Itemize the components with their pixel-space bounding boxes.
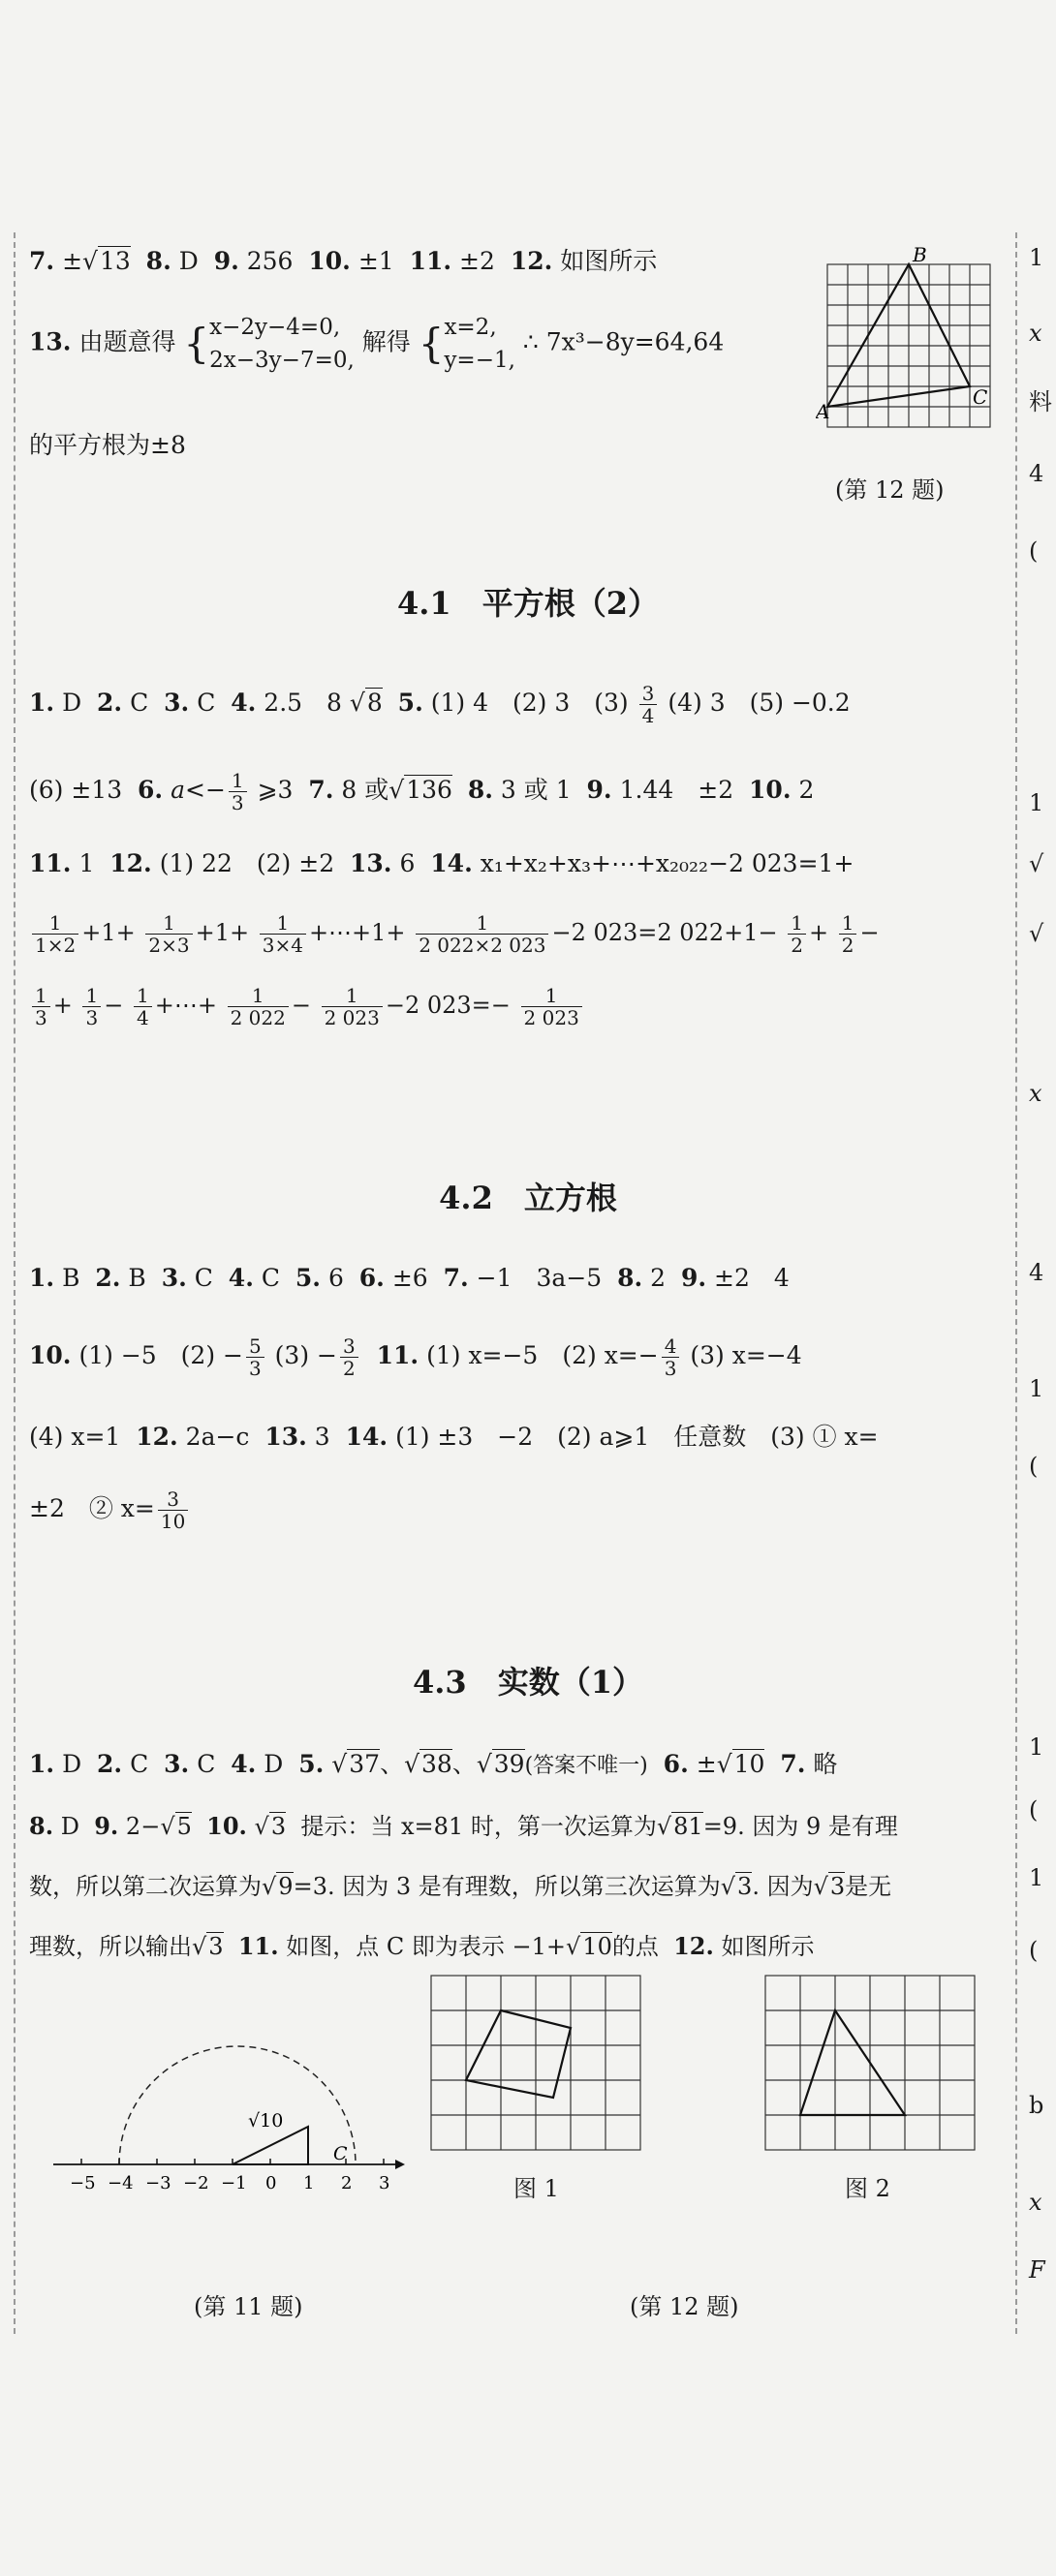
svg-text:−5: −5 [70,2173,96,2193]
svg-text:3: 3 [379,2173,390,2193]
svg-text:2: 2 [341,2173,353,2193]
svg-text:−3: −3 [145,2173,171,2193]
right-dashed-margin [1015,232,1017,2334]
s43-line-1: 1. D 2. C 3. C 4. D 5. √37、√38、√39(答案不唯一) 6. ±√10 7. 略 [29,1750,838,1778]
s41-line-3: 11. 1 12. (1) 22 (2) ±2 13. 6 14. x₁+x₂+x₃+⋯+x₂₀₂₂−2 023=1+ [29,849,854,877]
s41-line-4: $\frac{1}{1\times 2}$ +1+ $\frac{1}{2\times 3}$ +1+ $\frac{1}{3\times 4}$ +⋯+1+ $\frac{1}{2 022\times 2 023}$ −2 023=2 022+1− $\frac{1}{2}$ + $\frac{1}{2}$ − [29,905,880,960]
section-title-4-3: 4.3 实数（1） [413,1664,643,1701]
svg-text:√10: √10 [248,2110,284,2131]
s43-line-4: 理数，所以输出√3 11. 如图，点 C 即为表示 −1+√10的点 12. 如图所示 [29,1932,815,1960]
s43-line-3: 数，所以第二次运算为√9=3. 因为 3 是有理数，所以第三次运算为√3. 因为√3是无 [29,1873,892,1900]
svg-text:0: 0 [265,2173,277,2193]
svg-text:−4: −4 [108,2173,134,2193]
svg-text:−2: −2 [183,2173,209,2193]
svg-text:B: B [913,247,927,266]
grid-figure-1 [426,1971,649,2155]
s41-line-2: (6) ±13 6. a<− $\frac{1}{3}$ ⩾3 7. 8 或√136 8. 3 或 1 9. 1.44 ±2 10. 2 [29,769,815,814]
fig1-caption: 图 1 [513,2175,559,2202]
top-line-3: 的平方根为±8 [29,431,186,459]
fig12-top-caption: (第 12 题) [835,476,945,504]
s42-line-1: 1. B 2. B 3. C 4. C 5. 6 6. ±6 7. −1 3a−5 8. 2 9. ±2 4 [29,1264,790,1292]
svg-text:A: A [816,400,830,423]
grid-figure-2 [761,1971,983,2155]
fig2-caption: 图 2 [845,2175,890,2202]
q12-caption: (第 12 题) [630,2293,739,2320]
s41-line-1: 1. D 2. C 3. C 4. 2.5 8 √8 5. (1) 4 (2) 3 (3) $\frac{3}{4}$ (4) 3 (5) −0.2 [29,682,851,727]
section-title-4-2: 4.2 立方根 [439,1180,617,1216]
svg-text:−1: −1 [221,2173,247,2193]
top-line-1: 7. ±√13 8. D 9. 256 10. ±1 11. ±2 12. 如图所示 [29,247,658,275]
svg-text:C: C [333,2143,348,2164]
top-line-2: 13. 由题意得 { x−2y−4=0, 2x−3y−7=0, 解得 { x=2, y=−1, ∴ 7x³−8y=64,64 [29,315,725,373]
s41-line-5: $\frac{1}{3}$ + $\frac{1}{3}$ − $\frac{1}{4}$ +⋯+ $\frac{1}{2 022}$ − $\frac{1}{2 023}$ −2 023=− $\frac{1}{2 023}$ [29,978,585,1032]
section-title-4-1: 4.1 平方根（2） [397,585,659,622]
s43-line-2: 8. D 9. 2−√5 10. √3 提示：当 x=81 时，第一次运算为√81=9. 因为 9 是有理 [29,1812,898,1840]
answer-page: 7. ±√13 8. D 9. 256 10. ±1 11. ±2 12. 如图所示 13. 由题意得 { x−2y−4=0, 2x−3y−7=0, 解得 { x=2, y=−1, ∴ 7x³−8y=64,64 的平方根为±8 A B C (第 12 题) 4.1 平方根（2） 1. D 2. C 3. C 4. 2.5 8 √8 5. (1) 4 (2) 3 (3) $\frac{3}{4}$ (4) 3 (5) −0.2 (6) ±13 6. a<− $\frac{1}{3}$ ⩾3 7. 8 或√136 8. 3 或 1 9. 1.44 ±2 10. 2 11. 1 12. (1) 22 (2) ±2 13. 6 14. x₁+x₂+x₃+⋯+x₂₀₂₂−2 023=1+ $\frac{1}{1\times 2}$ +1+ $\frac{1}{2\times 3}$ +1+ $\frac{1}{3\times 4}$ +⋯+1+ $\frac{1}{2 022\times 2 023}$ −2 023=2 022+1− $\frac{1}{2}$ + $\frac{1}{2}$ − $\frac{1}{3}$ + $\frac{1}{3}$ − $\frac{1}{4}$ +⋯+ $\frac{1}{2 022}$ − $\frac{1}{2 023}$ −2 023=− $\frac{1}{2 023}$ 4.2 立方根 1. B 2. B 3. C 4. C 5. 6 6. ±6 7. −1 3a−5 8. 2 9. ±2 4 10. (1) −5 (2) − $\frac{5}{3}$ (3) − $\frac{3}{2}$ 11. (1) x=−5 (2) x=− $\frac{4}{3}$ (3) x=−4 (4) x=1 12. 2a−c 13. 3 14. (1) ±3 −2 (2) a⩾1 任意数 (3) ① x= ±2 ② x= $\frac{3}{10}$ 4.3 实数（1） 1. D 2. C 3. C 4. D 5. √37、√38、√39(答案不唯一) 6. ±√10 7. 略 8. D 9. 2−√5 10. √3 提示：当 x=81 时，第一次运算为√81=9. 因为 9 是有理 数，所以第二次运算为√9=3. 因为 3 是有理数，所以第三次运算为√3. 因为√3是无 理数，所以输出√3 11. 如图，点 C 即为表示 −1+√10的点 12. 如图所示 −5 −4 −3 −2 −1 0 1 2 3 √10 C 图 1 图 2 (第 11 题) (第 12 题) 1 x 料 4 ( 1 √ √ x 4 1 ( 1 ( 1 ( b x F [0,0,1056,2576]
svg-text:C: C [973,385,988,409]
s42-line-2: 10. (1) −5 (2) − $\frac{5}{3}$ (3) − $\frac{3}{2}$ 11. (1) x=−5 (2) x=− $\frac{4}{3}$ (3) x=−4 [29,1334,802,1380]
svg-text:1: 1 [303,2173,315,2193]
grid-figure-top [816,247,1000,450]
number-line-figure [48,2014,407,2208]
left-dashed-margin [14,232,16,2334]
q11-caption: (第 11 题) [194,2293,303,2320]
s42-line-4: ±2 ② x= $\frac{3}{10}$ [29,1482,191,1536]
s42-line-3: (4) x=1 12. 2a−c 13. 3 14. (1) ±3 −2 (2) a⩾1 任意数 (3) ① x= [29,1423,879,1451]
